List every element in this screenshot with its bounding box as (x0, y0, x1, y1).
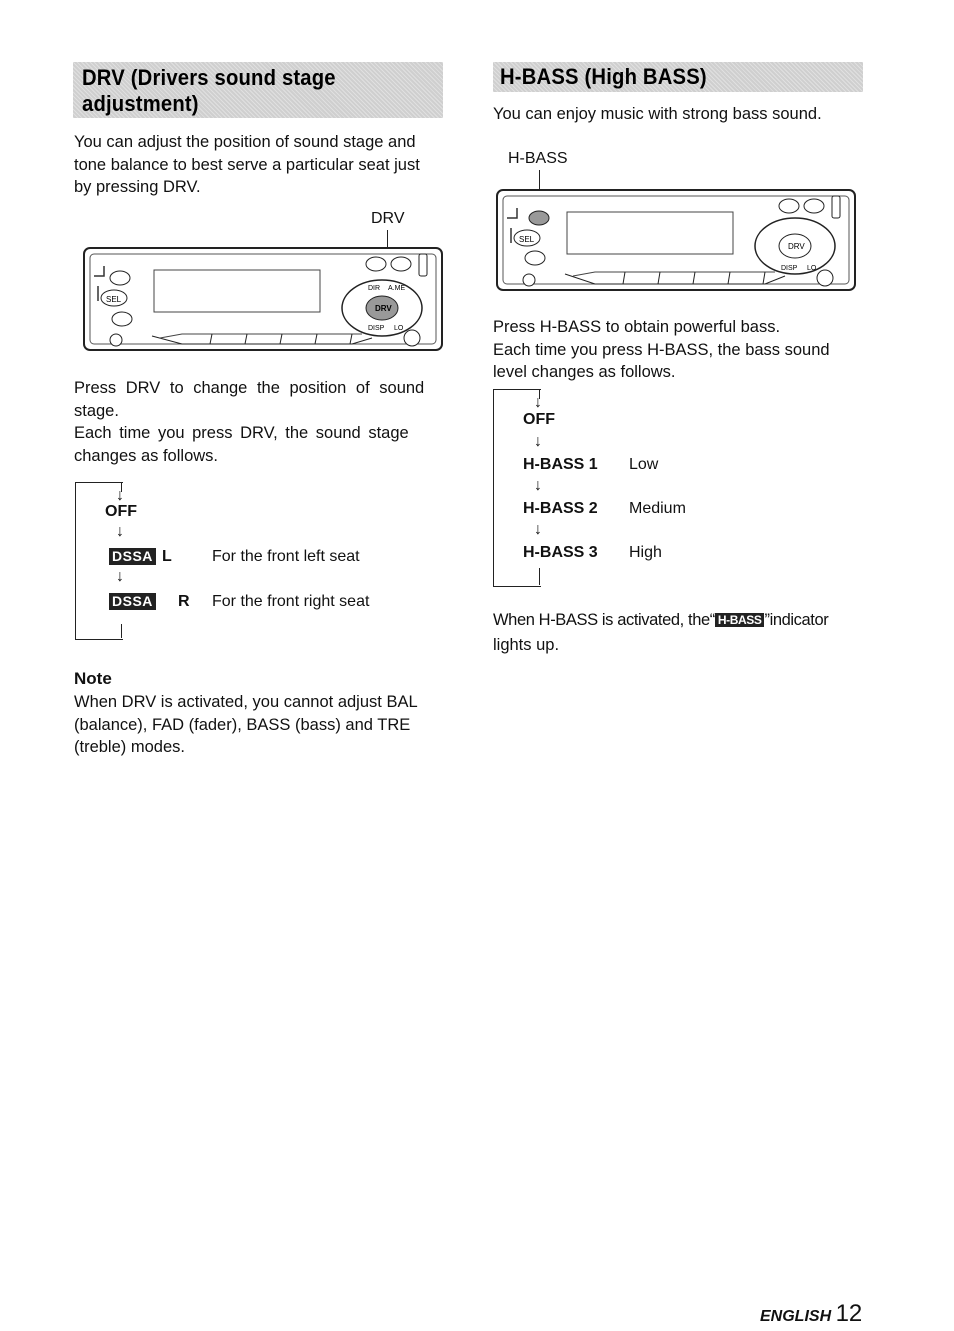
hbass-indicator-badge: H-BASS (715, 613, 765, 627)
drv-seq-r: R (178, 593, 190, 610)
lo-label-2: LO (807, 265, 817, 272)
indicator-pre: When H-BASS is activated, the“ (493, 611, 715, 629)
drv-seq-l: L (162, 548, 172, 565)
drv-heading-line1: DRV (Drivers sound stage (82, 65, 336, 90)
indicator-post: ”indicator (764, 611, 829, 629)
hbass-seq-2-desc: Medium (629, 500, 686, 517)
drv-arrow-top: ↓ (116, 487, 124, 504)
hbass-arrow-top: ↓ (534, 394, 542, 411)
drv-seq-off: OFF (105, 503, 137, 520)
ame-label: A.ME (388, 285, 406, 292)
drv-key-label-2: DRV (788, 242, 805, 251)
hbass-arrow-1: ↓ (534, 433, 542, 450)
dssa-indicator-left: DSSA (109, 548, 156, 565)
drv-intro: You can adjust the position of sound stage and tone balance to best serve a particular seat just by pressing DRV. (74, 133, 420, 196)
hbass-seq-3-desc: High (629, 544, 662, 561)
hbass-seq-off: OFF (523, 411, 555, 428)
lo-label: LO (394, 325, 404, 332)
disp-label: DISP (368, 325, 385, 332)
note-text: When DRV is activated, you cannot adjust BAL (balance), FAD (fader), BASS (bass) and TRE (treble) modes. (74, 693, 418, 756)
drv-arrow-1: ↓ (116, 523, 124, 540)
page-number: 12 (835, 1300, 863, 1327)
drv-seq-l-desc: For the front left seat (212, 548, 360, 565)
hbass-seq-3: H-BASS 3 (523, 544, 598, 561)
drv-press-text: Press DRV to change the position of sound stage. Each time you press DRV, the sound stage changes as follows. (74, 379, 425, 465)
page-footer (760, 1300, 862, 1328)
hbass-indicator-text (493, 609, 873, 656)
indicator-line2: lights up. (493, 635, 560, 654)
drv-callout-label: DRV (371, 210, 405, 227)
drv-heading-line2: adjustment) (82, 91, 199, 116)
hbass-heading: H-BASS (High BASS) (500, 64, 707, 89)
hbass-seq-1: H-BASS 1 (523, 456, 598, 473)
hbass-press-text: Press H-BASS to obtain powerful bass. Each time you press H-BASS, the bass sound level changes as follows. (493, 318, 830, 381)
drv-bracket-tick-bottom (121, 624, 122, 638)
hbass-callout-label: H-BASS (508, 150, 568, 167)
drv-arrow-2: ↓ (116, 568, 124, 585)
footer-language: ENGLISH (760, 1308, 832, 1325)
note-title: Note (74, 669, 112, 688)
hbass-seq-2: H-BASS 2 (523, 500, 598, 517)
drv-seq-r-desc: For the front right seat (212, 593, 370, 610)
hbass-bracket-tick-bottom (539, 568, 540, 585)
hbass-arrow-3: ↓ (534, 521, 542, 538)
hbass-seq-1-desc: Low (629, 456, 659, 473)
hbass-intro: You can enjoy music with strong bass sound. (493, 105, 822, 123)
sel-key-label: SEL (106, 295, 122, 304)
disp-label-2: DISP (781, 265, 798, 272)
sel-key-label-2: SEL (519, 235, 535, 244)
dir-label: DIR (368, 285, 381, 292)
hbass-arrow-2: ↓ (534, 477, 542, 494)
dssa-indicator-right: DSSA (109, 593, 156, 610)
car-stereo-illustration-hbass (495, 188, 857, 292)
car-stereo-illustration-drv (82, 246, 444, 352)
drv-key-label: DRV (375, 304, 392, 313)
